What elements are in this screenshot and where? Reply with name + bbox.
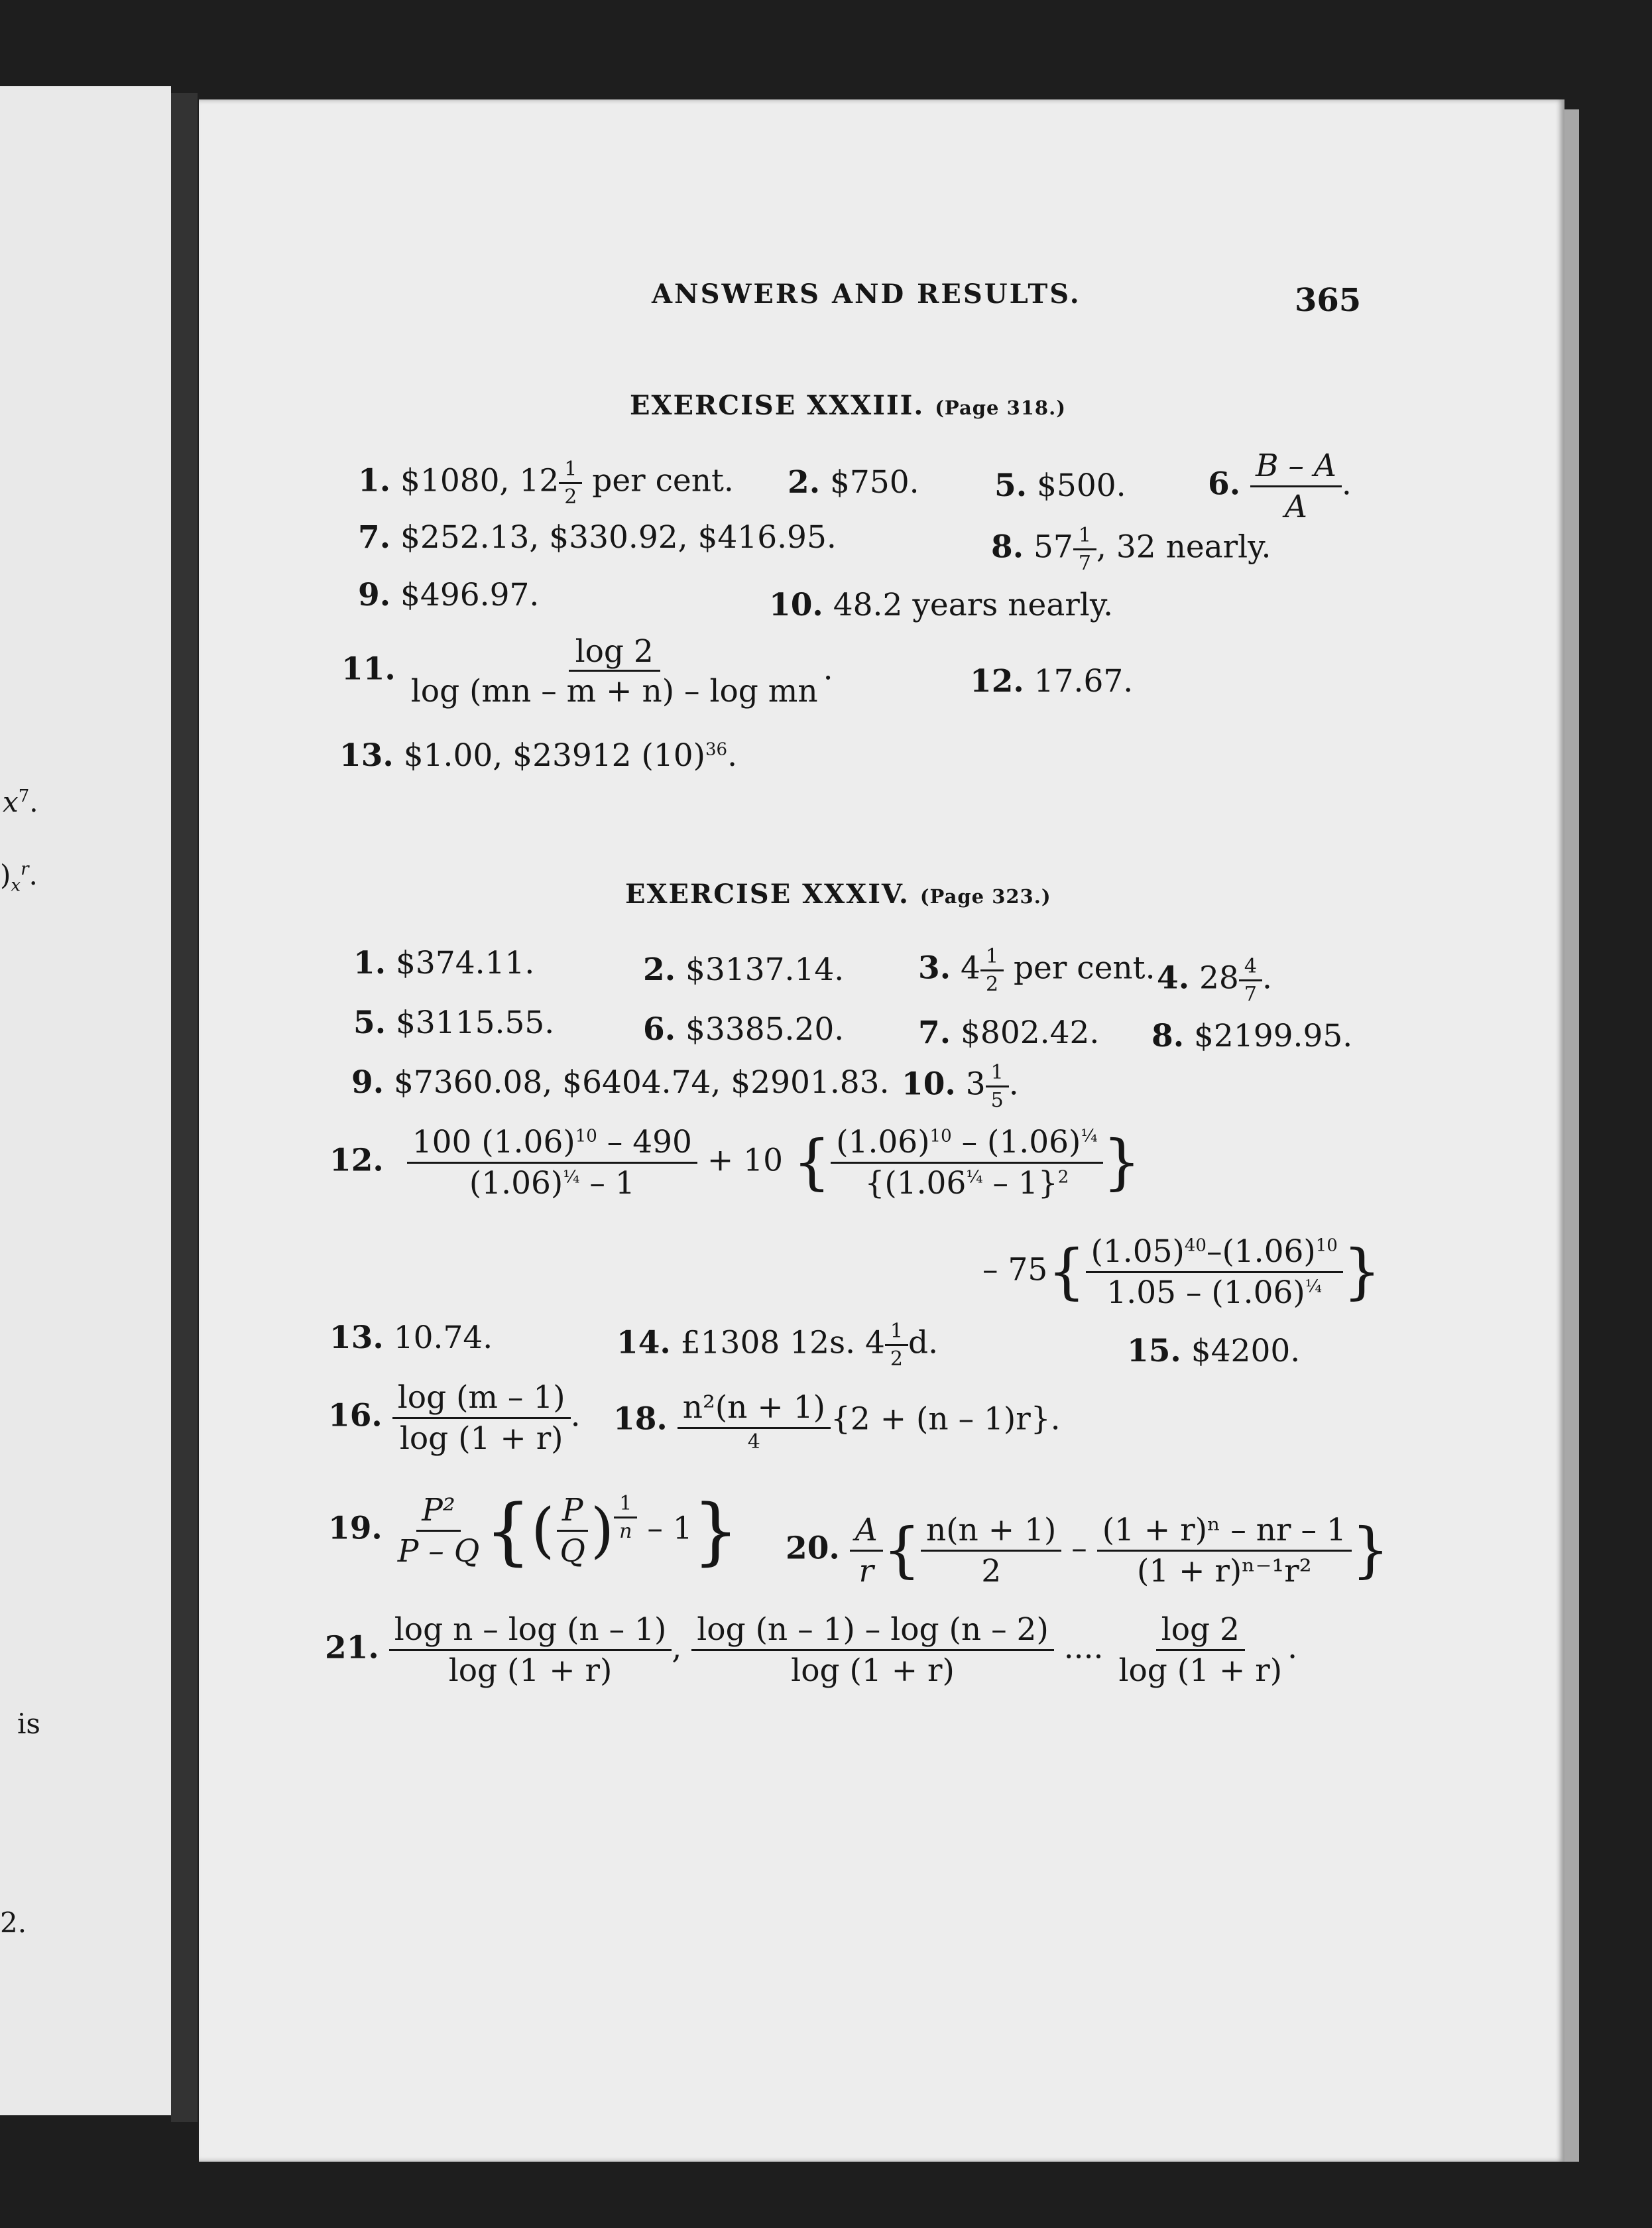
ex34-answer-18: 18. $\frac{\text{n²(n + 1)}}{4}$ {2 + (n – 1)r}. [613,1389,1061,1454]
running-header: ANSWERS AND RESULTS. [652,278,1081,310]
book-spine [171,93,198,2122]
ex34-answer-21: 21. $\frac{\text{log n – log (n – 1)}}{\log (1 + r)}$ , $\frac{\log (n - 1) - \log (n - 2)}{\log (1 + r)}$ .... $\frac{\log 2}{\log (1 + r)}$ . [325,1611,1298,1689]
left-fragment-2: )$_x^r$. [0,859,38,896]
ex33-answer-12: 12. 17.67. [970,663,1134,700]
ex34-answer-2: 2. $3137.14. [643,952,845,988]
ex33-answer-13: 13. $1.00, $23912 $(10)^{36}$. [339,737,738,774]
ex34-answer-6: 6. $3385.20. [643,1011,845,1048]
page-edge [1564,109,1579,2162]
ex34-answer-10: 10. 3 $\frac{1}{5}$ . [902,1061,1019,1112]
ex33-answer-11: 11. $\frac{\log 2}{\text{log (mn – m + n) – log mn}}$ . [341,633,833,710]
ex34-answer-15: 15. $4200. [1127,1333,1301,1369]
ex34-answer-8: 8. $2199.95. [1151,1018,1353,1054]
exercise-33-heading: EXERCISE XXXIII. (Page 318.) [630,390,1066,421]
ex33-answer-6: 6. $\frac{B - A}{A}$ . [1208,448,1352,525]
ex33-answer-1: 1. $1080, 12 $\frac{1}{2}$ per cent. [358,458,734,509]
ex33-answer-9: 9. $496.97. [358,577,540,613]
left-fragment-3: is [17,1707,40,1740]
ex34-answer-13: 13. 10.74. [329,1320,493,1356]
ex34-answer-4: 4. 28 $\frac{4}{7}$ . [1157,955,1272,1006]
ex34-answer-19: 19. $\frac{\text{P²}}{P - Q}$ {( $\frac{P}{Q}$ ) $\frac{1}{n}$ – 1} [328,1488,739,1574]
ex34-answer-16: 16. $\frac{\log (m - 1)}{\log (1 + r)}$ . [328,1379,581,1457]
ex34-answer-1: 1. $374.11. [353,945,535,981]
ex33-answer-10: 10. 48.2 years nearly. [769,587,1114,623]
ex34-answer-7: 7. $802.42. [918,1015,1100,1051]
exercise-34-heading: EXERCISE XXXIV. (Page 323.) [625,879,1051,910]
ex34-answer-3: 3. 4 $\frac{1}{2}$ per cent. [918,945,1155,996]
ex33-answer-2: 2. $750. [788,464,919,501]
ex33-answer-5: 5. $500. [994,467,1126,504]
left-page [0,86,171,2115]
page-number: 365 [1295,282,1362,319]
ex34-answer-20: 20. $\frac{A}{r}$ { $\frac{n(n + 1)}{2}$ – $\frac{\text{(1 + r)ⁿ – nr – 1}}{\text{(1 + r)ⁿ⁻¹r²}}$ } [786,1512,1390,1589]
ex34-answer-9: 9. $7360.08, $6404.74, $2901.83. [351,1064,890,1101]
ex34-answer-12-continued: – 75{ $\frac{(1.05)^{40}-(1.06)^{10}}{1.05 - (1.06)^{\frac{1}{4}}}$ } [982,1233,1382,1311]
ex33-answer-7: 7. $252.13, $330.92, $416.95. [358,519,837,556]
ex33-answer-8: 8. 57 $\frac{1}{7}$ , 32 nearly. [991,524,1271,575]
ex34-answer-14: 14. £1308 12s. 4 $\frac{1}{2}$ d. [617,1320,939,1371]
left-fragment-4: 2. [0,1906,27,1939]
ex34-answer-5: 5. $3115.55. [353,1005,555,1041]
ex34-answer-12: 12. $\frac{100 (1.06)^{10} - 490}{(1.06)^{\frac{1}{4}} - 1}$ + 10 { $\frac{(1.06)^{10} - (1.06)^{\frac{1}{4}}}{\{(1.06^{\frac{1}{4}} - 1\}^2}$ } [329,1124,1141,1202]
left-fragment-1: $x^7$. [3,786,38,818]
